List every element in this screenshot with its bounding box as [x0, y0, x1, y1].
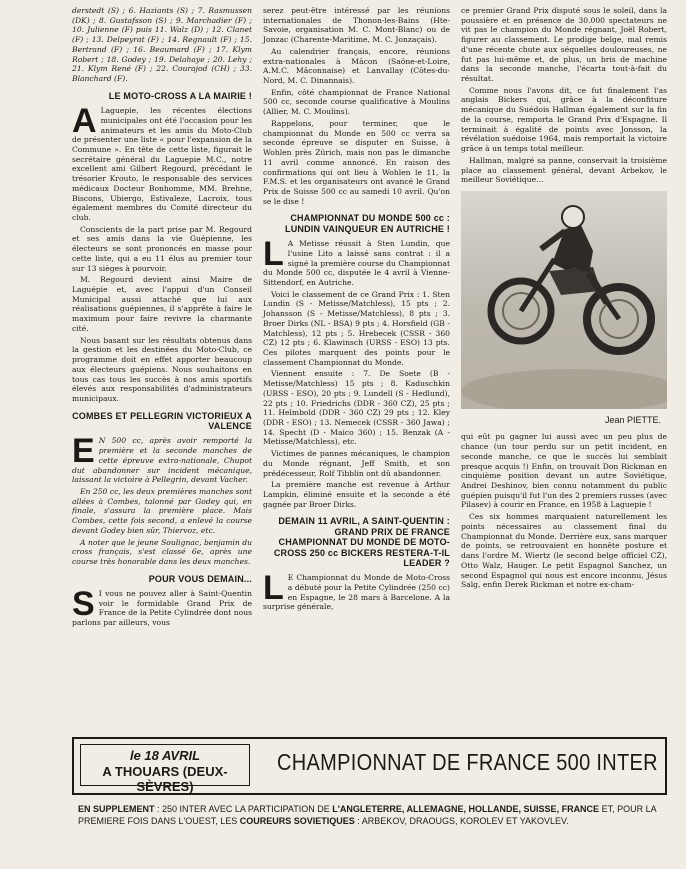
article-paragraph: Au calendrier français, encore, réunions extra-nationales à Mâcon (Saône-et-Loire, A.M.C. Mâconnaise) et Lanvallay (Côtes-du-Nord, M. C. Dinannais). [263, 46, 450, 86]
column-2 [263, 6, 450, 614]
article-paragraph: A Metisse réussit à Sten Lundin, que l'usine Lito a laissé sans contrat : il a signé la première course du Championnat du Monde 500 cc, disputée le 4 avril à Vienne-Sittendorf, en Autriche. [263, 239, 450, 287]
ad-location: A THOUARS (DEUX-SÈVRES) [102, 764, 228, 794]
column-1 [72, 6, 252, 630]
event-advertisement [72, 737, 667, 835]
ad-title: CHAMPIONNAT DE FRANCE 500 INTER [277, 750, 658, 776]
article-paragraph: Rappelons, pour terminer, que le championnat du Monde en 500 cc verra sa seconde épreuve se disputer en Suisse, à Wohlen près Zürich, mais non pas le dimanche 11 avril comme annoncé. En raison des confirmations qui ont lieu à Wohlen le 11, la F.M.S. et les organisateurs ont avancé le Grand Prix de Suisse 500 cc au samedi 10 avril. Qu'on se le dise ! [263, 118, 450, 206]
column-3 [461, 6, 667, 592]
headline-demain: POUR VOUS DEMAIN... [148, 573, 252, 584]
article-paragraph: Victimes de pannes mécaniques, le champion du Monde régnant, Jeff Smith, et son prédécesseur, Rolf Tibblin ont dû abandonner. [263, 449, 450, 478]
supp-label: EN SUPPLEMENT [78, 804, 155, 814]
drop-cap: S [72, 585, 95, 624]
results-continued: derstedt (S) ; 6. Haziants (S) ; 7. Rasmussen (DK) ; 8. Gustafsson (S) ; 9. Marchadier (F) ; 10. Julienne (F) puis 11. Walz (D) ; 12. Clanet (F) ; 13. Delpeyrat (F) ; 14. Regnault (F) ; 15. Bertrand (F) ; 16. Beaumard (F) ; 17. Klym Robert ; 18. Godey ; 19. Delahaye ; 20. Lehy ; 21. Klym René (F) ; 22. Courajod (CH) ; 33. Blanchard (F). [72, 6, 252, 84]
headline-valence: COMBES ET PELLEGRIN VICTORIEUX A VALENCE [72, 410, 252, 431]
article-paragraph: Hallman, malgré sa panne, conservait la troisième place au classement général, devant Arbekov, le meilleur Soviétique... [461, 155, 667, 185]
article-paragraph: Nous basant sur les résultats obtenus dans la gestion et les destinées du Moto-Club, ce programme doit en effet apporter beaucoup aux électeurs guépiens. Nous souhaitons en tous cas tous les succès à nos amis sportifs élevés aux responsabilités d'administrateurs municipaux. [72, 335, 252, 403]
article-paragraph: En 250 cc, les deux premières manches sont allées à Combes, talonné par Godey qui, en finale, s'assura la première place. Mais Combes, cette fois second, a enlevé la course devant Godey bien sûr, Thiervoz, etc. [72, 486, 252, 535]
headline-mairie: LE MOTO-CROSS A LA MAIRIE ! [108, 90, 252, 101]
rider-illustration [461, 191, 667, 409]
article-paragraph: N 500 cc, après avoir remporté la première et la seconde manches de cette épreuve extra-nationale, Chupot dut abandonner sur incident mécanique, laissant la victoire à Pellegrin, devant Vacher. [72, 436, 252, 485]
drop-cap: L [263, 569, 284, 608]
article-paragraph: M. Regourd devient ainsi Maire de Laguépie et, avec l'appui d'un Conseil Municipal aussi attaché que lui aux réalisations guépiennes, il s'apprête à faire le maximum pour faire revivre la charmante cité. [72, 275, 252, 333]
article-paragraph: Conscients de la part prise par M. Regourd et ses amis dans la vie Guépienne, les électeurs se sont prononcés en masse pour cette liste, qui a eu 11 élus au premier tour sur 13 sièges à pourvoir. [72, 224, 252, 273]
drop-cap: L [263, 235, 284, 274]
article-paragraph: qui eût pu gagner lui aussi avec un peu plus de chance (un tour perdu sur un petit incident, en seconde manche, ce que le succès lui semblait presque acquis !) Enfin, on trouvait Don Rickman en cinquième position devant un autre Soviétique, Andrei Deshinov, bien connu notamment du public guépien puisqu'il fut l'un des 2 premiers russes (avec Pilasev) à courir en France, en 1958 à Laguepie ! [461, 432, 668, 510]
article-paragraph: Voici le classement de ce Grand Prix : 1. Sten Lundin (S - Metisse/Matchless), 15 pts ; 2. Johansson (S - Metisse/Matchless), 8 pts ; 3. Broer Dirks (NL - BSA) 9 pts ; 4. Horsfield (GB - Matchless), 12 pts ; 5. Hrebecek (CSSR - 360 CZ) 12 pts ; 6. Klawinsch (URSS - ESO) 13 pts. Ces pilotes marquent des points pour le classement Championnat du Monde. [263, 289, 450, 367]
article-paragraph: ce premier Grand Prix disputé sous le soleil, dans la poussière et en présence de 30.000 spectateurs ne vit pas le champion du Monde régnant, Joël Robert, figurer au classement. Le prodige belge, mal remis d'une récente chute aux séquelles douloureuses, ne fut pas lui-même et, de plus, un bris de machine dans la seconde manche, l'écarta tout-à-fait du résultat. [461, 6, 667, 84]
article-paragraph: Enfin, côté championnat de France National 500 cc, seconde course qualificative à Moulins (Allier, M. C. Moulins). [263, 87, 450, 117]
article-paragraph: A noter que le jeune Soulignac, benjamin du cross français, s'est classé 6e, après une course très honorable dans les deux manches. [72, 537, 252, 566]
article-paragraph: Comme nous l'avons dit, ce fut finalement l'as anglais Bickers qui, grâce à la déconfiture mécanique du Suédois Hallman également sur la fin de la course, remporta le Grand Prix d'Espagne. Il terminait à égalité de points avec Jonsson, la révélation suédoise 1964, mais remportait la victoire grâce à un temps total meilleur. [461, 85, 667, 154]
ad-date: le 18 AVRIL [129, 748, 201, 763]
article-paragraph: I vous ne pouvez aller à Saint-Quentin voir le formidable Grand Prix de France de la Petite Cylindrée dont nous parlons par ailleurs, vous [72, 589, 252, 628]
article-paragraph: serez peut-être intéressé par les réunions internationales de Thonon-les-Bains (Hte-Savoie, organisation M. C. Mont-Blanc) ou de Jonzac (Charente-Maritime, M. C. Jonzaçais). [263, 6, 450, 45]
ad-supplement: EN SUPPLEMENT : 250 INTER AVEC LA PARTICIPATION DE L'ANGLETERRE, ALLEMAGNE, HOLLANDE, SUISSE, FRANCE ET, POUR LA PREMIERE FOIS DANS L'OUEST, LES COUREURS SOVIETIQUES : ARBEKOV, DRAOUGS, KOROLEV ET YAKOVLEV. [78, 804, 657, 827]
dirt-ground [461, 369, 667, 409]
ad-date-box [80, 744, 250, 794]
rider-helmet [562, 206, 584, 228]
photo-caption: Jean PIETTE. [604, 414, 661, 425]
drop-cap: E [72, 432, 95, 471]
article-paragraph: Viennent ensuite : 7. De Soete (B - Metisse/Matchless) 15 pts ; 8. Kaduschkin (URSS - ESO), 20 pts ; 9. Lundell (S - Hedlund), 22 pts ; 10. Friedrichs (DDR - 360 CZ), 25 pts ; 11. Helmbold (DDR - 360 CZ) 29 pts ; 12. Kley (DDR - ESO) ; 13. Nemecek (CSSR - 360 Jawa) ; 14. Specht (D - Maico 360) ; 15. Benzak (A - Metisse/Matchless), etc. [263, 369, 450, 447]
article-paragraph: E Championnat du Monde de Moto-Cross a débuté pour la Petite Cylindrée (250 cc) en Espagne, le 28 mars à Barcelone. A la surprise générale, [263, 573, 450, 612]
motocross-rider-photo [461, 191, 667, 409]
article-paragraph: Laguepie, les récentes élections municipales ont été l'occasion pour les animateurs et les amis du Moto-Club de présenter une liste « pour l'expansion de la Commune ». En tête de cette liste, figurait le secrétaire général du Laguepie M.C., notre excellent ami Gilbert Regourd, précédant le trésorier Krouto, le responsable des services médicaux Docteur Bonhomme, MM. Brehne, Biscons, Ubiergo, Estivaleze, Lacroix, tous également membres du Comité directeur du club. [72, 106, 252, 222]
headline-lundin: CHAMPIONNAT DU MONDE 500 cc : LUNDIN VAINQUEUR EN AUTRICHE ! [285, 213, 450, 234]
article-paragraph: Ces six hommes marquaient naturellement les points nécessaires au classement final du Championnat du Monde. Derrière eux, sans marquer de points, se retrouvaient en honnête posture et dans l'ordre M. Wiertz (le second belge officiel CZ), Otto Walz, Hauger. Le petit Espagnol Sanchez, un second Espagnol qui nous est encore inconnu, Jésus Salg, enfin Derek Rickman et notre ex-cham- [461, 512, 667, 590]
article-paragraph: La première manche est revenue à Arthur Lampkin, éliminé ensuite et la seconde a été gagnée par Broer Dirks. [263, 480, 450, 509]
headline-saint-quentin: DEMAIN 11 AVRIL, A SAINT-QUENTIN : GRAND PRIX DE FRANCE CHAMPIONNAT DU MONDE DE MOTO-CROSS 250 cc BICKERS RESTERA-T-IL LEADER ? [273, 516, 450, 568]
drop-cap: A [72, 102, 97, 141]
